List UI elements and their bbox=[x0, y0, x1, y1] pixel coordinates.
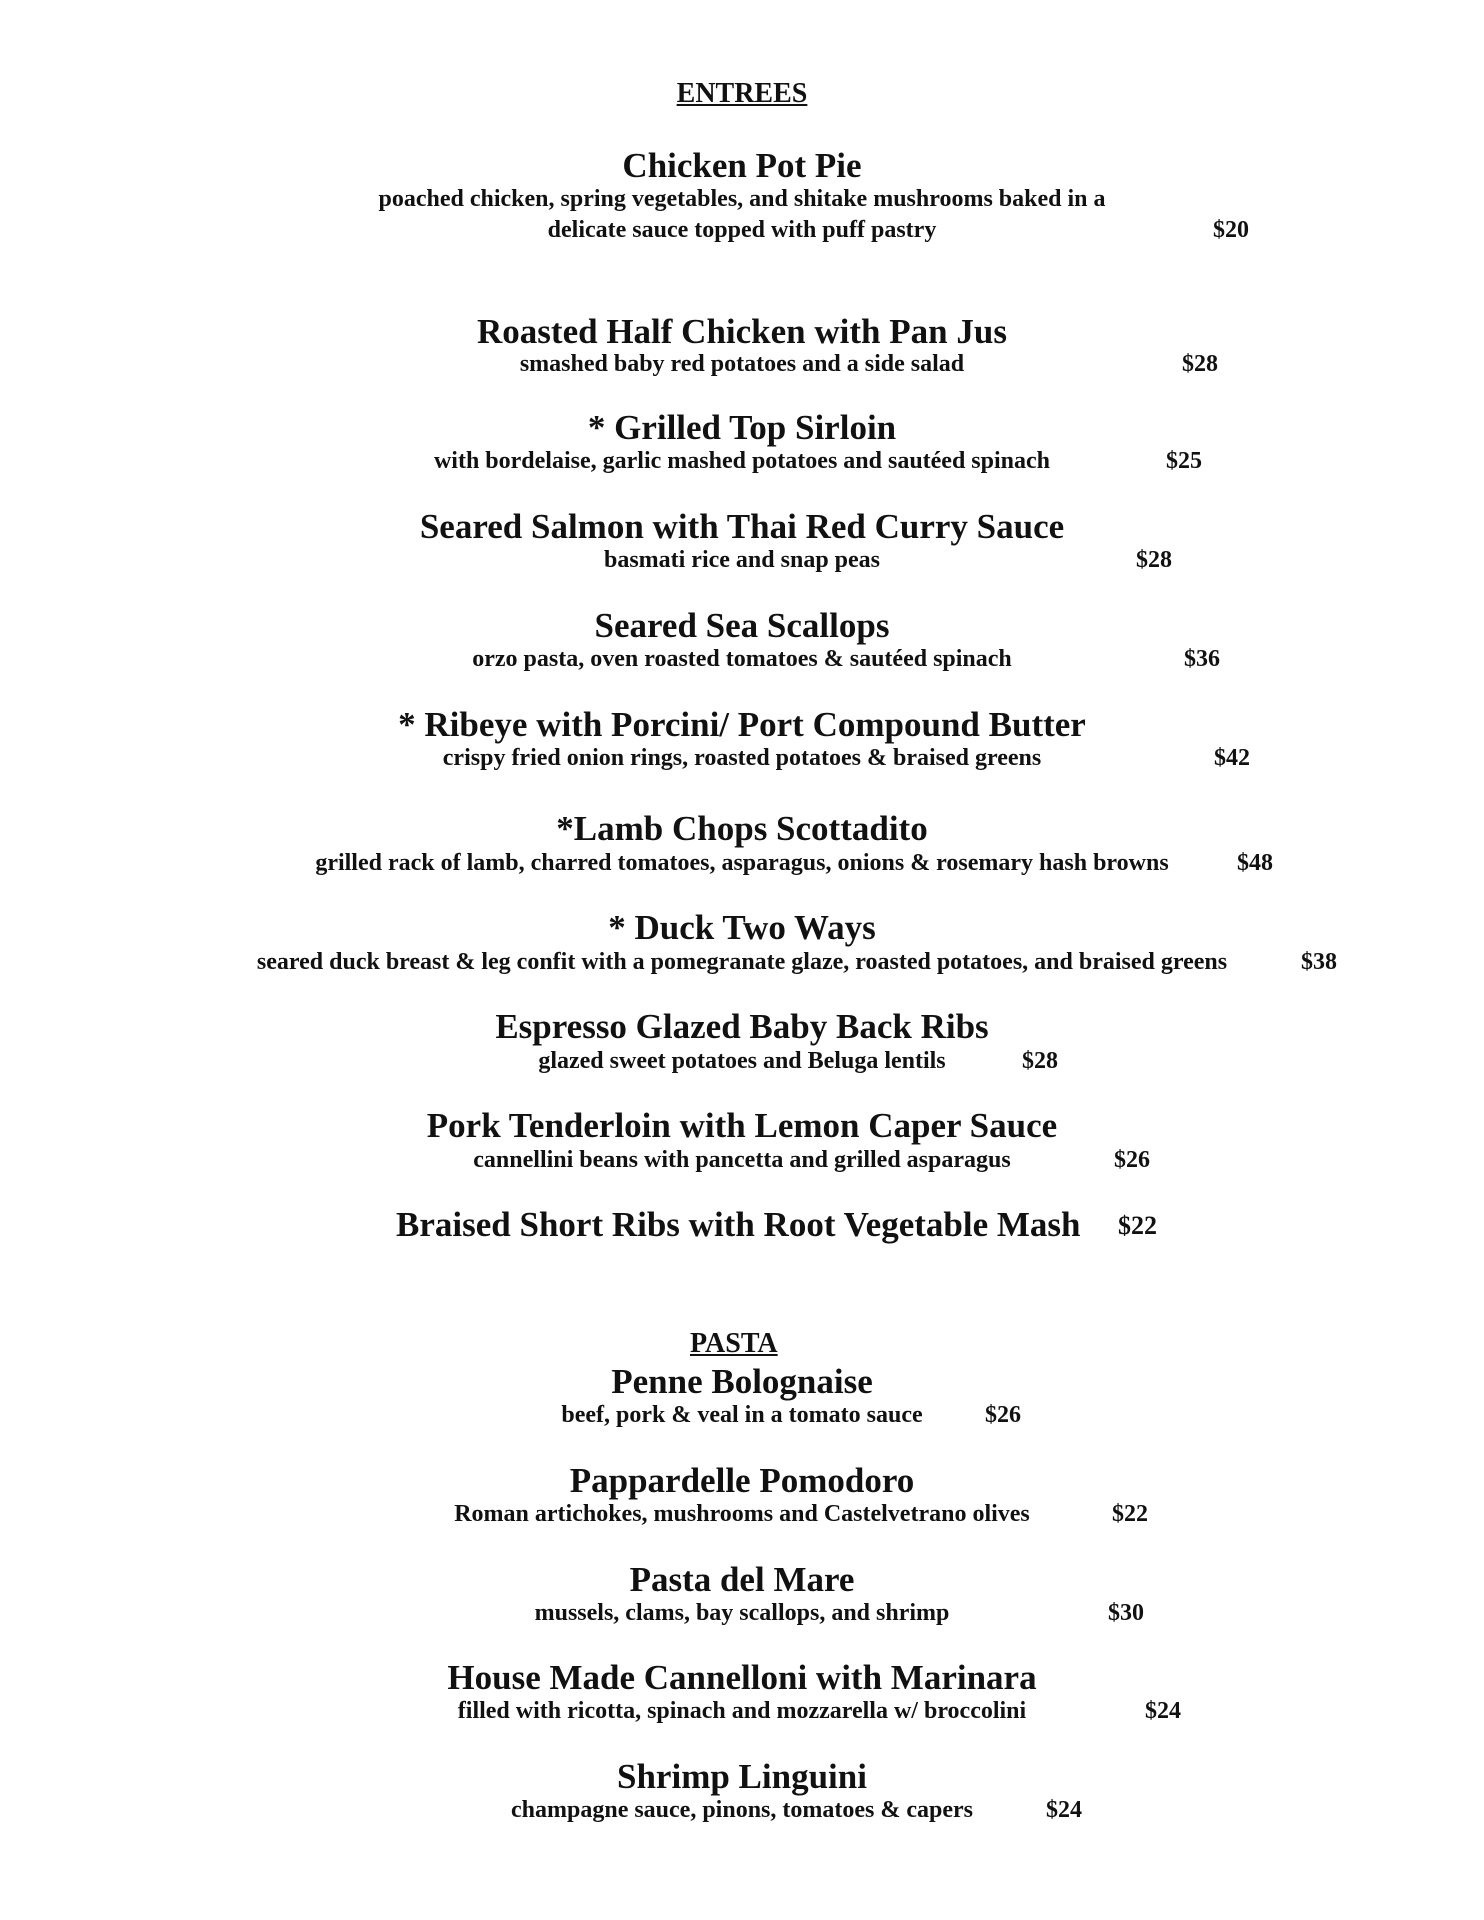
dish-price-braised-short-ribs: $22 bbox=[1118, 1211, 1157, 1240]
dish-title-pasta-del-mare: Pasta del Mare bbox=[629, 1560, 855, 1599]
dish-price-roasted-half-chicken: $28 bbox=[1182, 351, 1218, 377]
dish-price-seared-sea-scallops: $36 bbox=[1184, 646, 1220, 672]
dish-price-penne-bolognaise: $26 bbox=[985, 1402, 1021, 1428]
dish-desc-baby-back-ribs: glazed sweet potatoes and Beluga lentils bbox=[538, 1048, 946, 1074]
dish-price-pappardelle-pomodoro: $22 bbox=[1112, 1501, 1148, 1527]
dish-desc-chicken-pot-pie-line1: poached chicken, spring vegetables, and shitake mushrooms baked in a bbox=[378, 186, 1106, 212]
dish-price-lamb-chops: $48 bbox=[1237, 850, 1273, 876]
dish-desc-roasted-half-chicken: smashed baby red potatoes and a side salad bbox=[519, 351, 965, 377]
dish-title-penne-bolognaise: Penne Bolognaise bbox=[611, 1362, 873, 1401]
dish-price-chicken-pot-pie: $20 bbox=[1213, 217, 1249, 243]
dish-price-seared-salmon: $28 bbox=[1136, 547, 1172, 573]
dish-desc-ribeye: crispy fried onion rings, roasted potatoes & braised greens bbox=[442, 745, 1042, 771]
dish-price-ribeye: $42 bbox=[1214, 745, 1250, 771]
dish-title-duck-two-ways: * Duck Two Ways bbox=[608, 908, 876, 947]
dish-desc-chicken-pot-pie-line2: delicate sauce topped with puff pastry bbox=[547, 217, 937, 243]
dish-desc-pasta-del-mare: mussels, clams, bay scallops, and shrimp bbox=[534, 1600, 950, 1626]
dish-desc-lamb-chops: grilled rack of lamb, charred tomatoes, asparagus, onions & rosemary hash browns bbox=[315, 850, 1169, 876]
dish-title-pappardelle-pomodoro: Pappardelle Pomodoro bbox=[569, 1461, 915, 1500]
dish-price-duck-two-ways: $38 bbox=[1301, 949, 1337, 975]
dish-price-pork-tenderloin: $26 bbox=[1114, 1147, 1150, 1173]
dish-title-grilled-top-sirloin: * Grilled Top Sirloin bbox=[587, 408, 897, 447]
dish-title-lamb-chops: *Lamb Chops Scottadito bbox=[556, 809, 928, 848]
dish-title-cannelloni: House Made Cannelloni with Marinara bbox=[447, 1658, 1037, 1697]
dish-price-pasta-del-mare: $30 bbox=[1108, 1600, 1144, 1626]
dish-title-braised-short-ribs: Braised Short Ribs with Root Vegetable Mash bbox=[396, 1205, 1081, 1244]
dish-price-shrimp-linguini: $24 bbox=[1046, 1797, 1082, 1823]
dish-desc-cannelloni: filled with ricotta, spinach and mozzarella w/ broccolini bbox=[457, 1698, 1027, 1724]
dish-desc-penne-bolognaise: beef, pork & veal in a tomato sauce bbox=[561, 1402, 923, 1428]
dish-price-grilled-top-sirloin: $25 bbox=[1166, 448, 1202, 474]
dish-title-ribeye: * Ribeye with Porcini/ Port Compound Butter bbox=[398, 705, 1086, 744]
dish-desc-shrimp-linguini: champagne sauce, pinons, tomatoes & capers bbox=[511, 1797, 973, 1823]
dish-desc-seared-sea-scallops: orzo pasta, oven roasted tomatoes & sautéed spinach bbox=[472, 646, 1012, 672]
dish-desc-pappardelle-pomodoro: Roman artichokes, mushrooms and Castelvetrano olives bbox=[454, 1501, 1030, 1527]
dish-title-roasted-half-chicken: Roasted Half Chicken with Pan Jus bbox=[477, 312, 1007, 351]
dish-desc-grilled-top-sirloin: with bordelaise, garlic mashed potatoes and sautéed spinach bbox=[433, 448, 1051, 474]
dish-desc-seared-salmon: basmati rice and snap peas bbox=[603, 547, 881, 573]
dish-title-shrimp-linguini: Shrimp Linguini bbox=[617, 1757, 867, 1796]
dish-title-baby-back-ribs: Espresso Glazed Baby Back Ribs bbox=[495, 1007, 989, 1046]
pasta-heading: PASTA bbox=[690, 1328, 778, 1359]
dish-title-chicken-pot-pie: Chicken Pot Pie bbox=[622, 146, 862, 185]
dish-title-seared-salmon: Seared Salmon with Thai Red Curry Sauce bbox=[419, 507, 1065, 546]
dish-title-pork-tenderloin: Pork Tenderloin with Lemon Caper Sauce bbox=[426, 1106, 1058, 1145]
dish-price-baby-back-ribs: $28 bbox=[1022, 1048, 1058, 1074]
dish-price-cannelloni: $24 bbox=[1145, 1698, 1181, 1724]
dish-desc-pork-tenderloin: cannellini beans with pancetta and grilled asparagus bbox=[473, 1147, 1011, 1173]
entrees-heading: ENTREES bbox=[676, 78, 808, 109]
dish-title-seared-sea-scallops: Seared Sea Scallops bbox=[594, 606, 890, 645]
dish-desc-duck-two-ways: seared duck breast & leg confit with a pomegranate glaze, roasted potatoes, and braised greens bbox=[256, 949, 1228, 975]
